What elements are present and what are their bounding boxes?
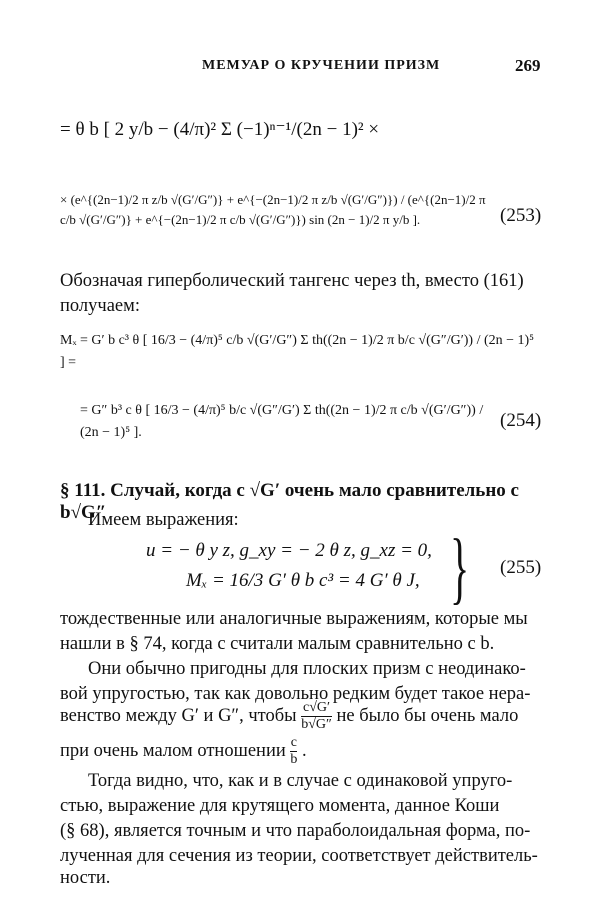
section-heading: § 111. Случай, когда c √G′ очень мало сравнительно с b√G″ (60, 480, 519, 523)
para3-line-2: стью, выражение для крутящего момента, данное Коши (60, 796, 500, 816)
equation-number-253: (253) (500, 205, 542, 226)
equation-number-255: (255) (500, 557, 542, 578)
para2-line-3 (60, 700, 550, 733)
para3-line-4: лученная для сечения из теории, соответствует действитель- (60, 846, 538, 866)
equation-255-line-2: Mₓ = 16/3 G′ θ b c³ = 4 G′ θ J, (186, 570, 420, 591)
para1-line-1: тождественные или аналогичные выражениям, которые мы (60, 609, 528, 629)
ratio-fraction (301, 700, 332, 733)
para2-line-1: Они обычно пригодны для плоских призм с неодинако- (88, 659, 526, 679)
equation-number-254: (254) (500, 410, 542, 431)
para1-line-2: нашли в § 74, когда c считали малым сравнительно с b. (60, 634, 495, 654)
ratio-denominator: b√G″ (301, 717, 332, 732)
running-header: МЕМУАР О КРУЧЕНИИ ПРИЗМ (202, 58, 441, 73)
para2-line-3-end: не было бы очень мало (336, 705, 519, 726)
para3-line-3: (§ 68), является точным и что параболоидальная форма, по- (60, 821, 531, 841)
para2-line-2: вой упругостью, так как довольно редким будет такое нера- (60, 684, 531, 704)
intro-line-2: получаем: (60, 296, 140, 316)
para2-line-4-end: . (302, 740, 307, 761)
para2-line-4 (60, 735, 307, 768)
para2-line-4-start: при очень малом отношении (60, 740, 286, 761)
ratio-numerator: c√G′ (303, 700, 331, 715)
intro-line-1: Обозначая гиперболический тангенс через th, вместо (161) (60, 271, 524, 291)
equation-253-line-2: × (e^{(2n−1)/2 π z/b √(G′/G″)} + e^{−(2n−1)/2 π z/b √(G′/G″)}) / (e^{(2n−1)/2 π c/b √(G′/G″)} + e^{−(2n−1)/2 π c/b √(G′/G″)}) sin (2n − 1)/2 π y/b ]. (60, 192, 486, 227)
have-expressions: Имеем выражения: (88, 510, 239, 530)
equation-254-line-2: = G″ b³ c θ [ 16/3 − (4/π)⁵ b/c √(G″/G′) Σ th((2n − 1)/2 π c/b √(G′/G″)) / (2n − 1)⁵ ]. (80, 403, 484, 440)
right-brace: } (450, 524, 470, 612)
para3-line-5: ности. (60, 868, 111, 888)
page-number: 269 (515, 56, 541, 75)
cb-denominator: b (290, 752, 298, 767)
equation-253-line-1: = θ b [ 2 y/b − (4/π)² Σ (−1)ⁿ⁻¹/(2n − 1)² × (60, 119, 380, 140)
equation-254-line-1: Mₓ = G′ b c³ θ [ 16/3 − (4/π)⁵ c/b √(G′/G″) Σ th((2n − 1)/2 π b/c √(G″/G′)) / (2n − 1)⁵ ] = (60, 333, 535, 370)
para3-line-1: Тогда видно, что, как и в случае с одинаковой упруго- (88, 771, 513, 791)
para2-line-3-start: венство между G′ и G″, чтобы (60, 705, 297, 726)
cb-numerator: c (290, 735, 297, 750)
equation-255-line-1: u = − θ y z, g_xy = − 2 θ z, g_xz = 0, (146, 540, 432, 561)
cb-fraction (290, 735, 297, 768)
